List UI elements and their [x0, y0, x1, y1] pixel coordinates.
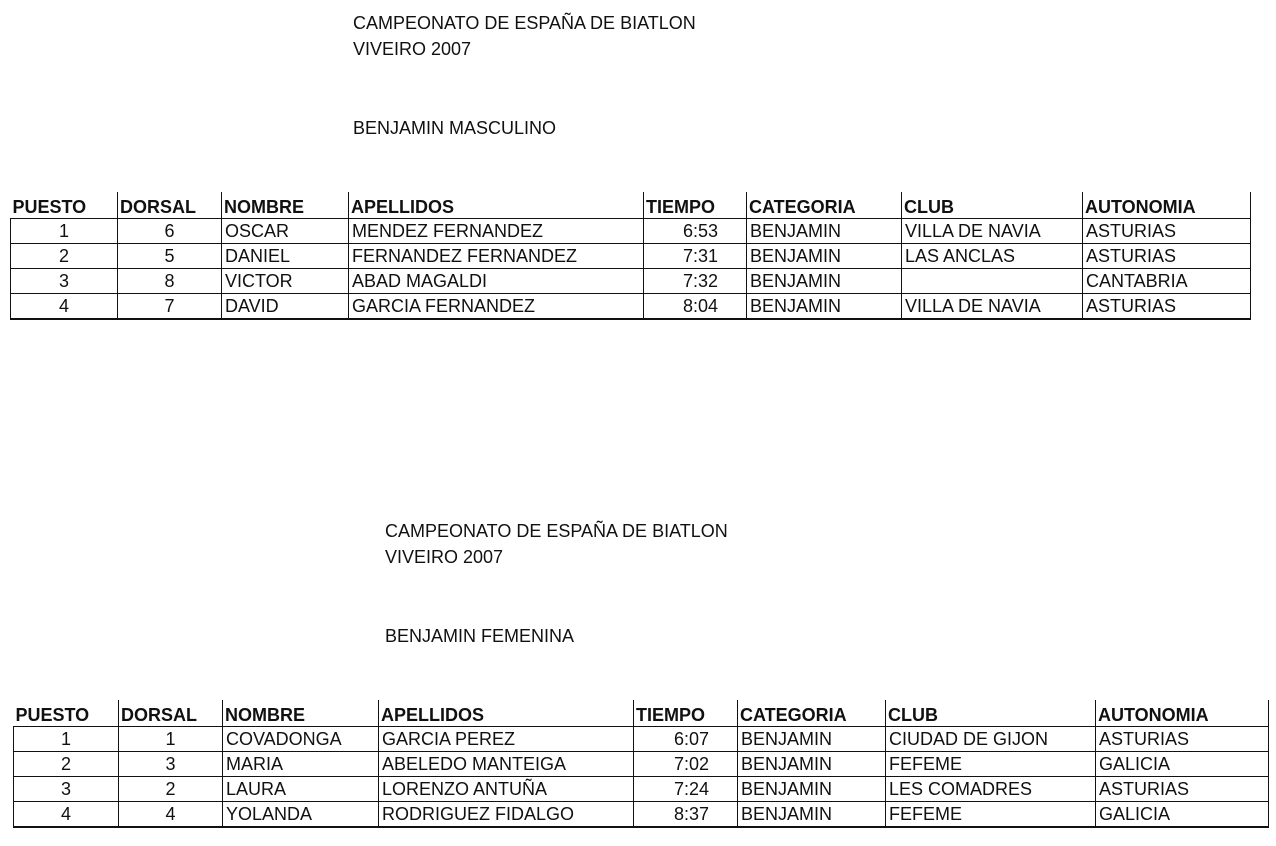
autonomia-cell: ASTURIAS	[1083, 294, 1251, 320]
column-header: CLUB	[902, 192, 1083, 219]
club-cell: VILLA DE NAVIA	[902, 294, 1083, 320]
column-header: CLUB	[886, 700, 1096, 727]
club-cell: CIUDAD DE GIJON	[886, 727, 1096, 752]
nombre-cell: VICTOR	[222, 269, 349, 294]
tiempo-cell: 6:53	[644, 219, 747, 244]
dorsal-cell: 1	[119, 727, 223, 752]
puesto-cell: 4	[11, 294, 118, 320]
nombre-cell: COVADONGA	[223, 727, 379, 752]
column-header: DORSAL	[119, 700, 223, 727]
club-cell	[902, 269, 1083, 294]
column-header: PUESTO	[11, 192, 118, 219]
club-cell: VILLA DE NAVIA	[902, 219, 1083, 244]
category-title: BENJAMIN FEMENINA	[385, 626, 575, 646]
categoria-cell: BENJAMIN	[747, 269, 902, 294]
table-row	[11, 294, 1251, 320]
column-header: AUTONOMIA	[1083, 192, 1251, 219]
doc-subtitle: VIVEIRO 2007	[385, 547, 504, 567]
dorsal-cell: 8	[118, 269, 222, 294]
table-row	[14, 752, 1269, 777]
dorsal-cell: 7	[118, 294, 222, 320]
table-row	[14, 777, 1269, 802]
apellidos-cell: RODRIGUEZ FIDALGO	[379, 802, 634, 828]
categoria-cell: BENJAMIN	[738, 727, 886, 752]
categoria-cell: BENJAMIN	[747, 244, 902, 269]
autonomia-cell: ASTURIAS	[1096, 727, 1269, 752]
nombre-cell: MARIA	[223, 752, 379, 777]
club-cell: LAS ANCLAS	[902, 244, 1083, 269]
puesto-cell: 3	[14, 777, 119, 802]
dorsal-cell: 4	[119, 802, 223, 828]
category-title: BENJAMIN MASCULINO	[353, 118, 557, 138]
autonomia-cell: GALICIA	[1096, 802, 1269, 828]
club-cell: FEFEME	[886, 802, 1096, 828]
puesto-cell: 3	[11, 269, 118, 294]
puesto-cell: 1	[11, 219, 118, 244]
section-header-1	[353, 10, 696, 62]
apellidos-cell: ABAD MAGALDI	[349, 269, 644, 294]
puesto-cell: 1	[14, 727, 119, 752]
apellidos-cell: LORENZO ANTUÑA	[379, 777, 634, 802]
autonomia-cell: ASTURIAS	[1083, 219, 1251, 244]
tiempo-cell: 8:37	[634, 802, 738, 828]
puesto-cell: 4	[14, 802, 119, 828]
apellidos-cell: FERNANDEZ FERNANDEZ	[349, 244, 644, 269]
table-row	[14, 727, 1269, 752]
autonomia-cell: ASTURIAS	[1096, 777, 1269, 802]
column-header: NOMBRE	[223, 700, 379, 727]
doc-title: CAMPEONATO DE ESPAÑA DE BIATLON	[353, 13, 696, 33]
tiempo-cell: 7:32	[644, 269, 747, 294]
dorsal-cell: 6	[118, 219, 222, 244]
tiempo-cell: 7:31	[644, 244, 747, 269]
autonomia-cell: ASTURIAS	[1083, 244, 1251, 269]
apellidos-cell: ABELEDO MANTEIGA	[379, 752, 634, 777]
tiempo-cell: 7:02	[634, 752, 738, 777]
nombre-cell: DAVID	[222, 294, 349, 320]
categoria-cell: BENJAMIN	[738, 777, 886, 802]
puesto-cell: 2	[14, 752, 119, 777]
column-header: APELLIDOS	[349, 192, 644, 219]
column-header: PUESTO	[14, 700, 119, 727]
column-header: CATEGORIA	[747, 192, 902, 219]
puesto-cell: 2	[11, 244, 118, 269]
categoria-cell: BENJAMIN	[738, 752, 886, 777]
dorsal-cell: 2	[119, 777, 223, 802]
table-header-row	[11, 192, 1251, 219]
column-header: TIEMPO	[634, 700, 738, 727]
categoria-cell: BENJAMIN	[747, 294, 902, 320]
column-header: NOMBRE	[222, 192, 349, 219]
column-header: CATEGORIA	[738, 700, 886, 727]
categoria-cell: BENJAMIN	[738, 802, 886, 828]
apellidos-cell: GARCIA PEREZ	[379, 727, 634, 752]
table-row	[11, 219, 1251, 244]
categoria-cell: BENJAMIN	[747, 219, 902, 244]
club-cell: FEFEME	[886, 752, 1096, 777]
nombre-cell: LAURA	[223, 777, 379, 802]
apellidos-cell: MENDEZ FERNANDEZ	[349, 219, 644, 244]
autonomia-cell: GALICIA	[1096, 752, 1269, 777]
section-header-2	[385, 518, 728, 570]
results-table	[10, 192, 1251, 320]
autonomia-cell: CANTABRIA	[1083, 269, 1251, 294]
doc-title: CAMPEONATO DE ESPAÑA DE BIATLON	[385, 521, 728, 541]
table-header-row	[14, 700, 1269, 727]
tiempo-cell: 6:07	[634, 727, 738, 752]
table-row	[14, 802, 1269, 828]
nombre-cell: YOLANDA	[223, 802, 379, 828]
results-table	[13, 700, 1269, 828]
column-header: APELLIDOS	[379, 700, 634, 727]
tiempo-cell: 8:04	[644, 294, 747, 320]
table-row	[11, 244, 1251, 269]
apellidos-cell: GARCIA FERNANDEZ	[349, 294, 644, 320]
nombre-cell: DANIEL	[222, 244, 349, 269]
tiempo-cell: 7:24	[634, 777, 738, 802]
dorsal-cell: 5	[118, 244, 222, 269]
column-header: AUTONOMIA	[1096, 700, 1269, 727]
nombre-cell: OSCAR	[222, 219, 349, 244]
column-header: TIEMPO	[644, 192, 747, 219]
dorsal-cell: 3	[119, 752, 223, 777]
column-header: DORSAL	[118, 192, 222, 219]
club-cell: LES COMADRES	[886, 777, 1096, 802]
doc-subtitle: VIVEIRO 2007	[353, 39, 472, 59]
table-row	[11, 269, 1251, 294]
